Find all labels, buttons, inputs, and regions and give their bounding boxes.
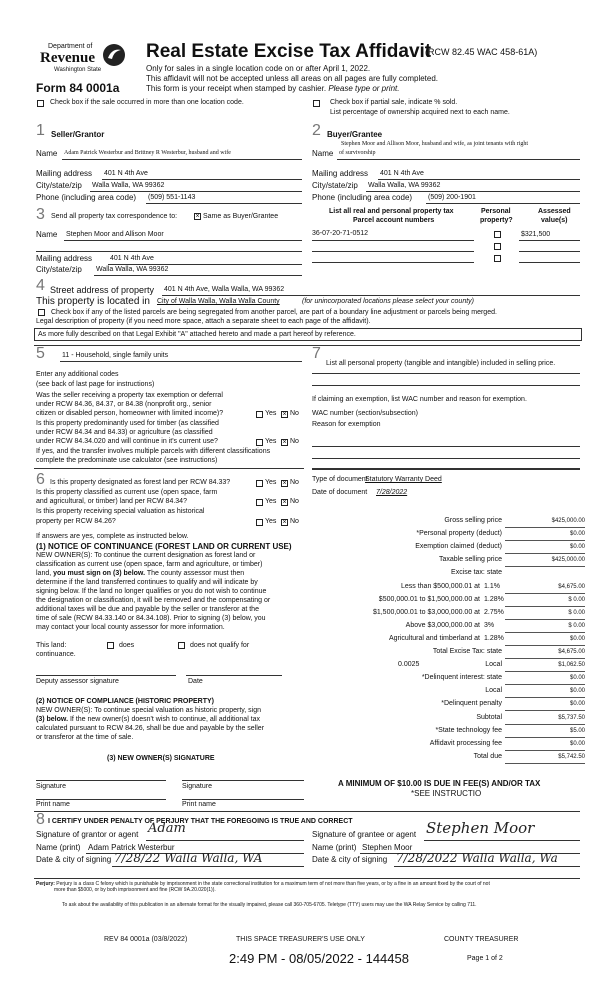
tax-row-label: Taxable selling price [438, 556, 502, 563]
treasurer-stamp: 2:49 PM - 08/05/2022 - 144458 [229, 951, 409, 966]
grantee-date-label: Date & city of signing [312, 855, 388, 864]
q3-line-a: If yes, and the transfer involves multiple parcels with different classifications [36, 448, 271, 455]
section-2-number: 2 [312, 122, 321, 139]
tax-row-label: *State technology fee [435, 727, 502, 734]
section-3-mailing-field[interactable]: 401 N 4th Ave [110, 255, 154, 262]
seller-city-field[interactable]: Walla Walla, WA 99362 [92, 182, 165, 189]
tax-row-label: *Personal property (deduct) [416, 530, 502, 537]
tax-row-value[interactable]: $0.00 [569, 675, 585, 681]
s6-q2-b: and agricultural, or timber) land per RCW 84.34? [36, 498, 187, 505]
tax-row-value[interactable]: $5.00 [569, 728, 585, 734]
certify-statement: I CERTIFY UNDER PENALTY OF PERJURY THAT THE FOREGOING IS TRUE AND CORRECT [48, 818, 353, 825]
assessed-value-1[interactable]: $321,500 [521, 231, 551, 238]
grantor-signature[interactable]: Adam [148, 821, 186, 836]
located-in-field[interactable]: City of Walla Walla, Walla Walla County [157, 298, 280, 305]
rcw-reference: (RCW 82.45 WAC 458-61A) [425, 47, 538, 57]
section-8-number: 8 [36, 811, 45, 828]
tax-row-value[interactable]: $4,675.00 [558, 584, 585, 590]
buyer-mailing-label: Mailing address [312, 169, 369, 178]
additional-codes-label: Enter any additional codes [36, 371, 119, 378]
seller-phone-field[interactable]: (509) 551-1143 [148, 194, 196, 201]
assessed-header-1: Assessed [538, 208, 571, 215]
same-as-buyer-label: Same as Buyer/Grantee [203, 213, 279, 220]
grantor-date-field[interactable]: 7/28/22 Walla Walla, WA [114, 851, 263, 865]
q2-line-c: under RCW 84.34.020 and will continue in it's current use? [36, 438, 218, 445]
tax-row-line [505, 527, 585, 528]
seller-phone-label: Phone (including area code) [36, 193, 137, 202]
seller-city-label: City/state/zip [36, 181, 82, 190]
s6-q3-no-checkbox[interactable]: × [282, 519, 287, 526]
q1-line-c: citizen or disabled person, homeowner with limited income)? [36, 410, 224, 417]
doc-date-label: Date of document [312, 489, 368, 496]
seller-mailing-label: Mailing address [36, 169, 93, 178]
notice-continuance-heading: (1) NOTICE OF CONTINUANCE (FOREST LAND OR CURRENT USE) [36, 542, 292, 551]
section-3-text: Send all property tax correspondence to: [51, 213, 178, 220]
tax-row-line [505, 566, 585, 567]
tax-row-rate: 2.75% [484, 609, 504, 616]
q1-no-label: No [290, 410, 299, 417]
tax-row-line [505, 684, 585, 685]
section-5-number: 5 [36, 345, 45, 362]
tax-row-label: Excise tax: state [451, 569, 502, 576]
partial-sale-label2: List percentage of ownership acquired next to each name. [330, 109, 510, 116]
perjury-notice: Perjury: Perjury is a class C felony which is punishable by imprisonment in the state correctional institution for a maximum term of not more than five years, or by a fine in an amount fixed by the court of not more than $5000, or by both imprisonment and fine (RCW 9A.20.020(1)). [36, 881, 490, 893]
tax-row-label: Above $3,000,000.00 at [405, 622, 480, 629]
notice1-line3: land, you must sign on (3) below. The county assessor must then [36, 570, 245, 577]
tax-row-value[interactable]: $425,000.00 [551, 557, 585, 563]
tax-row-value[interactable]: $425,000.00 [551, 518, 585, 524]
tax-row-line [505, 645, 585, 646]
county-treasurer-label: COUNTY TREASURER [444, 936, 519, 943]
parcel-header-1: List all real and personal property tax [329, 208, 454, 215]
tax-row-label: Local [485, 687, 502, 694]
see-back-label: (see back of last page for instructions) [36, 381, 155, 388]
notice1-line4: determine if the land transferred continues to qualify and will indicate by [36, 579, 258, 586]
tax-row-label: $1,500,000.01 to $3,000,000.00 at [372, 609, 480, 616]
tax-row-rate: 1.1% [484, 583, 500, 590]
located-in-label: This property is located in [36, 296, 150, 307]
doc-date-field[interactable]: 7/28/2022 [376, 489, 408, 496]
s6-q1-no-checkbox[interactable]: × [282, 480, 287, 487]
tax-row-rate: 0.0025 [398, 661, 420, 668]
s6-q3-a: Is this property receiving special valuation as historical [36, 508, 205, 515]
personal-property-checkbox-2[interactable] [494, 243, 501, 250]
notice1-line8: time of sale (RCW 84.33.140 or 84.34.108). Prior to signing (3) below, you [36, 615, 266, 622]
section-3-city-label: City/state/zip [36, 265, 82, 274]
accessibility-notice: To ask about the availability of this publication in an alternate format for the visually impaired, please call 360-705-6705. Teletype (TTY) users may use the WA Relay Service by calling 711. [62, 902, 477, 908]
q2-line-b: under RCW 84.34 and 84.33) or agriculture (as classified [36, 429, 213, 436]
personal-property-checkbox-3[interactable] [494, 255, 501, 262]
grantee-signature[interactable]: Stephen Moor [426, 819, 535, 837]
tax-row-value[interactable]: $0.00 [569, 636, 585, 642]
logo-line2: Revenue [40, 50, 95, 66]
section-6-number: 6 [36, 471, 45, 488]
q2-yes-label: Yes [265, 438, 277, 445]
tax-row-value[interactable]: $0.00 [569, 531, 585, 537]
tax-row-value[interactable]: $0.00 [569, 701, 585, 707]
same-as-buyer-checkbox[interactable]: × [195, 213, 200, 220]
grantee-name-label: Name (print) [312, 843, 357, 852]
tax-row-value[interactable]: $1,062.50 [558, 662, 585, 668]
s6-q2-a: Is this property classified as current use (open space, farm [36, 489, 218, 496]
segregated-checkbox[interactable] [38, 309, 45, 316]
notice-compliance-heading: (2) NOTICE OF COMPLIANCE (HISTORIC PROPERTY) [36, 698, 214, 705]
tax-row-label: Less than $500,000.01 at [400, 583, 480, 590]
dor-swirl-icon [102, 42, 126, 68]
logo-line3: Washington State [54, 67, 102, 73]
tax-row-label: Subtotal [476, 714, 502, 721]
wac-number-label: WAC number (section/subsection) [312, 410, 418, 417]
section-3-name-label: Name [36, 230, 58, 239]
tax-row-line [505, 553, 585, 554]
assessed-header-2: value(s) [541, 217, 568, 224]
treasurer-use-label: THIS SPACE TREASURER'S USE ONLY [236, 936, 365, 943]
buyer-mailing-field[interactable]: 401 N 4th Ave [380, 170, 424, 177]
tax-row-value[interactable]: $0.00 [569, 688, 585, 694]
land-does-not-label: does not qualify for [190, 642, 250, 649]
multi-location-checkbox[interactable] [37, 100, 44, 107]
section-4-number: 4 [36, 277, 45, 294]
wac-claim-label: If claiming an exemption, list WAC number and reason for exemption. [312, 396, 527, 403]
s6-q3-no-label: No [290, 518, 299, 525]
section-3-name-field[interactable]: Stephen Moor and Allison Moor [66, 231, 164, 238]
partial-sale-checkbox[interactable] [313, 100, 320, 107]
notice2-line3: calculated pursuant to RCW 84.26, shall be due and payable by the seller [36, 725, 265, 732]
tax-row-label: *Delinquent interest: state [421, 674, 502, 681]
section-3-number: 3 [36, 206, 45, 223]
buyer-name-field-2[interactable]: of survivorship [339, 150, 376, 156]
q1-line-b: under RCW 84.36, 84.37, or 84.38 (nonprofit org., senior [36, 401, 212, 408]
s6-q2-no-checkbox[interactable]: × [282, 499, 287, 506]
form-number: Form 84 0001a [36, 81, 120, 95]
s6-q1: Is this property designated as forest land per RCW 84.33? [50, 479, 231, 486]
grantor-date-label: Date & city of signing [36, 855, 112, 864]
personal-property-list-label: List all personal property (tangible and intangible) included in selling price. [326, 360, 556, 367]
tax-row-line [505, 671, 585, 672]
notice2-line4: or transferor at the time of sale. [36, 734, 134, 741]
tax-row-line [505, 724, 585, 725]
tax-row-line [505, 606, 585, 607]
seller-name-label: Name [36, 149, 58, 158]
doc-type-label: Type of document [312, 476, 368, 483]
personal-header-2: property? [480, 217, 513, 224]
legal-description-field[interactable]: As more fully described on that Legal Exhibit "A" attached hereto and made a part hereof by reference. [34, 328, 582, 341]
deputy-signature-label: Deputy assessor signature [36, 678, 119, 685]
s6-q3-yes-checkbox[interactable] [256, 519, 263, 526]
seller-heading: Seller/Grantor [51, 130, 105, 139]
buyer-name-field[interactable]: Stephen Moor and Allison Moor, husband and wife, as joint tenants with right [341, 141, 529, 147]
notice1-line1: NEW OWNER(S): To continue the current designation as forest land or [36, 552, 256, 559]
tax-row-line [505, 593, 585, 594]
tax-row-rate: 3% [484, 622, 495, 629]
buyer-heading: Buyer/Grantee [327, 130, 383, 139]
parcel-number-1[interactable]: 36-07-20-71-0512 [312, 230, 369, 237]
tax-row-line [505, 697, 585, 698]
section-7-number: 7 [312, 345, 321, 362]
land-use-code-field[interactable]: 11 - Household, single family units [62, 352, 169, 359]
s6-q2-yes-label: Yes [265, 498, 277, 505]
grantor-signature-label: Signature of grantor or agent [36, 830, 139, 839]
notice2-line2: (3) below. If the new owner(s) doesn't wish to continue, all additional tax [36, 716, 261, 723]
parcel-header-2: Parcel account numbers [353, 217, 435, 224]
continuance-label: continuance. [36, 651, 76, 658]
notice1-line2: classification as current use (open space, farm and agriculture, or timber) [36, 561, 263, 568]
located-in-note: (for unincorporated locations please select your county) [302, 298, 474, 305]
s6-q1-yes-label: Yes [265, 479, 277, 486]
section-3-mailing-label: Mailing address [36, 254, 93, 263]
buyer-phone-label: Phone (including area code) [312, 193, 413, 202]
notice1-line5: signing below. If the land no longer qualifies or you do not wish to continue [36, 588, 267, 595]
tax-row-value[interactable]: $0.00 [569, 741, 585, 747]
this-land-label: This land: [36, 642, 67, 649]
buyer-city-field[interactable]: Walla Walla, WA 99362 [368, 182, 441, 189]
q1-no-checkbox[interactable]: × [282, 411, 287, 418]
tax-row-rate: 1.28% [484, 635, 504, 642]
reason-label: Reason for exemption [312, 421, 381, 428]
new-owner-print-label-2: Print name [182, 801, 216, 808]
section-3-city-field[interactable]: Walla Walla, WA 99362 [96, 266, 169, 273]
tax-row-value[interactable]: $5,742.50 [558, 754, 585, 760]
header-sub1: Only for sales in a single location code on or after April 1, 2022. [146, 64, 371, 73]
notice1-line6: the designation or classification, it will be removed and the compensating or [36, 597, 271, 604]
buyer-phone-field[interactable]: (509) 200-1901 [428, 194, 476, 201]
seller-mailing-field[interactable]: 401 N 4th Ave [104, 170, 148, 177]
multi-location-label: Check box if the sale occurred in more than one location code. [50, 99, 244, 106]
tax-row-label: Gross selling price [444, 517, 502, 524]
partial-sale-label: Check box if partial sale, indicate % sold. [330, 99, 458, 106]
deputy-date-label: Date [188, 678, 203, 685]
q2-no-label: No [290, 438, 299, 445]
grantor-name-field[interactable]: Adam Patrick Westerbur [88, 843, 175, 852]
buyer-city-label: City/state/zip [312, 181, 358, 190]
tax-row-label: Local [485, 661, 502, 668]
see-instructions-notice: *SEE INSTRUCTIO [411, 789, 482, 798]
land-does-not-checkbox[interactable] [178, 642, 185, 649]
q2-no-checkbox[interactable]: × [282, 439, 287, 446]
new-owner-print-label-1: Print name [36, 801, 70, 808]
tax-row-line [505, 763, 585, 764]
land-does-checkbox[interactable] [107, 642, 114, 649]
tax-row-label: Agricultural and timberland at [388, 635, 480, 642]
tax-row-line [505, 619, 585, 620]
section-1-number: 1 [36, 122, 45, 139]
tax-row-value[interactable]: $ 0.00 [568, 610, 585, 616]
new-owner-signature-label-1: Signature [36, 783, 66, 790]
tax-row-label: Affidavit processing fee [429, 740, 502, 747]
q2-line-a: Is this property predominantly used for timber (as classified [36, 420, 219, 427]
grantee-date-field[interactable]: 7/28/2022 Walla Walla, Wa [396, 851, 558, 865]
tax-row-label: *Delinquent penalty [441, 700, 502, 707]
tax-row-value[interactable]: $ 0.00 [568, 623, 585, 629]
header-sub3: This form is your receipt when stamped by cashier. Please type or print. [146, 84, 400, 93]
s6-q1-yes-checkbox[interactable] [256, 480, 263, 487]
tax-row-line [505, 658, 585, 659]
new-owner-signature-heading: (3) NEW OWNER(S) SIGNATURE [107, 755, 215, 762]
tax-row-line [505, 710, 585, 711]
street-address-label: Street address of property [50, 285, 155, 295]
header-sub2: This affidavit will not be accepted unless all areas on all pages are fully completed. [146, 74, 439, 83]
tax-row-value[interactable]: $0.00 [569, 544, 585, 550]
grantee-signature-label: Signature of grantee or agent [312, 830, 417, 839]
tax-row-value[interactable]: $4,675.00 [558, 649, 585, 655]
if-yes-label: If answers are yes, complete as instructed below. [36, 533, 189, 540]
buyer-name-label: Name [312, 149, 334, 158]
segregated-label: Check box if any of the listed parcels are being segregated from another parcel, are part of a boundary line adjustment or parcels being merged. [51, 309, 497, 316]
s6-q2-no-label: No [290, 498, 299, 505]
land-does-label: does [119, 642, 135, 649]
tax-row-value[interactable]: $ 0.00 [568, 597, 585, 603]
q1-yes-checkbox[interactable] [256, 411, 263, 418]
notice2-line1: NEW OWNER(S): To continue special valuation as historic property, sign [36, 707, 261, 714]
form-revision: REV 84 0001a (03/8/2022) [104, 936, 188, 943]
personal-header-1: Personal [481, 208, 511, 215]
logo-line1: Department of [48, 43, 93, 50]
tax-row-rate: 1.28% [484, 596, 504, 603]
s6-q2-yes-checkbox[interactable] [256, 499, 263, 506]
tax-row-line [505, 737, 585, 738]
new-owner-signature-label-2: Signature [182, 783, 212, 790]
tax-row-label: Exemption claimed (deduct) [415, 543, 502, 550]
tax-row-label: Total Excise Tax: state [432, 648, 502, 655]
s6-q1-no-label: No [290, 479, 299, 486]
s6-q3-yes-label: Yes [265, 518, 277, 525]
tax-row-line [505, 750, 585, 751]
notice1-line7: additional taxes will be due and payable by the seller or transferor at the [36, 606, 259, 613]
street-address-field[interactable]: 401 N 4th Ave, Walla Walla, WA 99362 [164, 286, 285, 293]
grantor-name-label: Name (print) [36, 843, 81, 852]
seller-name-field[interactable]: Adam Patrick Westerbur and Brittney R Westerbur, husband and wife [64, 150, 231, 156]
q2-yes-checkbox[interactable] [256, 439, 263, 446]
tax-row-label: Total due [473, 753, 502, 760]
tax-row-line [505, 632, 585, 633]
grantee-name-field[interactable]: Stephen Moor [362, 843, 413, 852]
page-number: Page 1 of 2 [467, 955, 503, 962]
dor-logo [36, 40, 126, 82]
tax-row-value[interactable]: $5,737.50 [558, 715, 585, 721]
tax-row-line [505, 540, 585, 541]
s6-q3-b: property per RCW 84.26? [36, 518, 116, 525]
doc-type-field[interactable]: Statutory Warranty Deed [365, 476, 442, 483]
q3-line-b: complete the predominate use calculator (see instructions) [36, 457, 218, 464]
q1-line-a: Was the seller receiving a property tax exemption or deferral [36, 392, 223, 399]
notice1-line9: may contact your local county assessor for more information. [36, 624, 225, 631]
personal-property-checkbox-1[interactable] [494, 231, 501, 238]
tax-row-label: $500,000.01 to $1,500,000.00 at [378, 596, 480, 603]
q1-yes-label: Yes [265, 410, 277, 417]
minimum-due-notice: A MINIMUM OF $10.00 IS DUE IN FEE(S) AND/OR TAX [338, 779, 541, 788]
legal-description-label: Legal description of property (if you need more space, attach a separate sheet to each page of the affidavit). [36, 318, 371, 325]
form-title: Real Estate Excise Tax Affidavit [146, 41, 432, 62]
